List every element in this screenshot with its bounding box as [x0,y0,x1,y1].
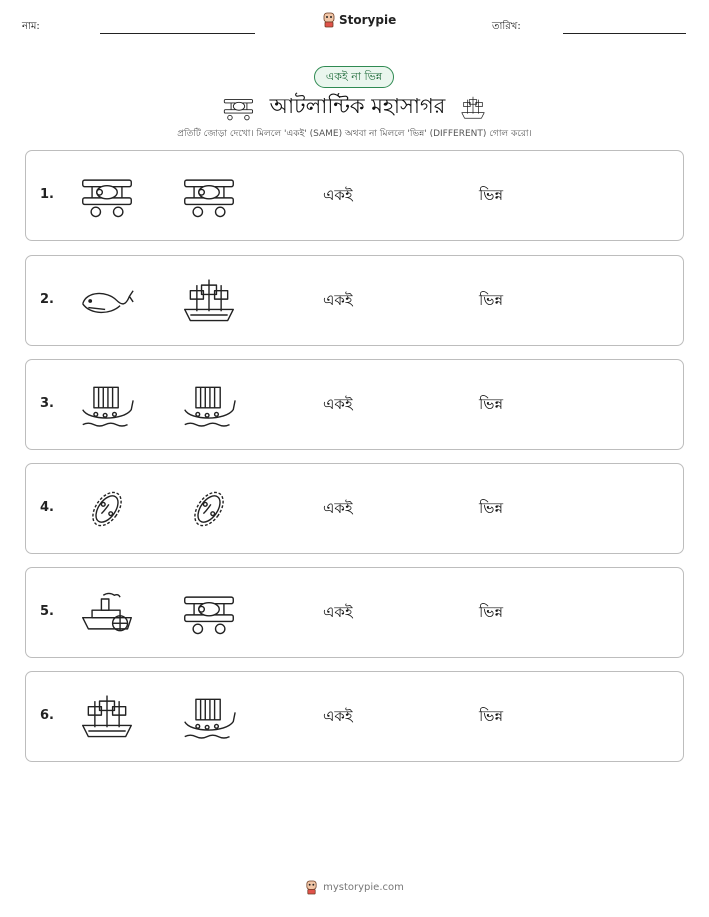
question-number: 6. [40,708,54,723]
viking-ship-icon [181,692,237,742]
option-different[interactable]: ভিন্ন [479,499,504,517]
microbe-icon [181,484,237,534]
question-card-6 [25,671,684,762]
question-number: 4. [40,500,54,515]
storypie-mascot-icon [322,12,336,28]
sailing-ship-icon [181,276,237,326]
sailing-ship-icon [459,94,487,122]
option-same[interactable]: একই [323,291,353,309]
instructions: প্রতিটি জোড়া দেখো। মিললে 'একই' (SAME) অথবা না মিললে 'ভিন্ন' (DIFFERENT) গোল করো। [177,129,532,139]
question-number: 3. [40,396,54,411]
option-different[interactable]: ভিন্ন [479,707,504,725]
option-same[interactable]: একই [323,707,353,725]
footer [0,880,709,895]
sailing-ship-icon [79,692,135,742]
date-label: তারিখ: [492,21,521,32]
question-card-3 [25,359,684,450]
question-number: 1. [40,187,54,202]
biplane-icon [222,95,256,121]
option-same[interactable]: একই [323,499,353,517]
name-field[interactable] [100,33,255,34]
biplane-icon [79,171,135,221]
steamboat-icon [79,588,135,638]
biplane-icon [181,171,237,221]
footer-url[interactable]: mystorypie.com [323,882,404,893]
question-number: 2. [40,292,54,307]
question-number: 5. [40,604,54,619]
date-field[interactable] [563,33,686,34]
biplane-icon [181,588,237,638]
brand-name: Storypie [339,13,397,27]
question-card-1 [25,150,684,241]
viking-ship-icon [79,380,135,430]
option-different[interactable]: ভিন্ন [479,291,504,309]
option-same[interactable]: একই [323,395,353,413]
option-different[interactable]: ভিন্ন [479,603,504,621]
question-card-5 [25,567,684,658]
brand-logo [322,12,396,28]
storypie-mascot-icon [305,880,318,895]
name-label: নাম: [22,21,40,32]
option-different[interactable]: ভিন্ন [479,395,504,413]
option-same[interactable]: একই [323,603,353,621]
page-title: আটলান্টিক মহাসাগর [269,94,446,118]
question-card-2 [25,255,684,346]
whale-icon [79,276,135,326]
question-card-4 [25,463,684,554]
viking-ship-icon [181,380,237,430]
option-same[interactable]: একই [323,186,353,204]
title-row [0,90,709,125]
option-different[interactable]: ভিন্ন [479,186,504,204]
worksheet-type-badge: একই না ভিন্ন [314,66,394,88]
microbe-icon [79,484,135,534]
